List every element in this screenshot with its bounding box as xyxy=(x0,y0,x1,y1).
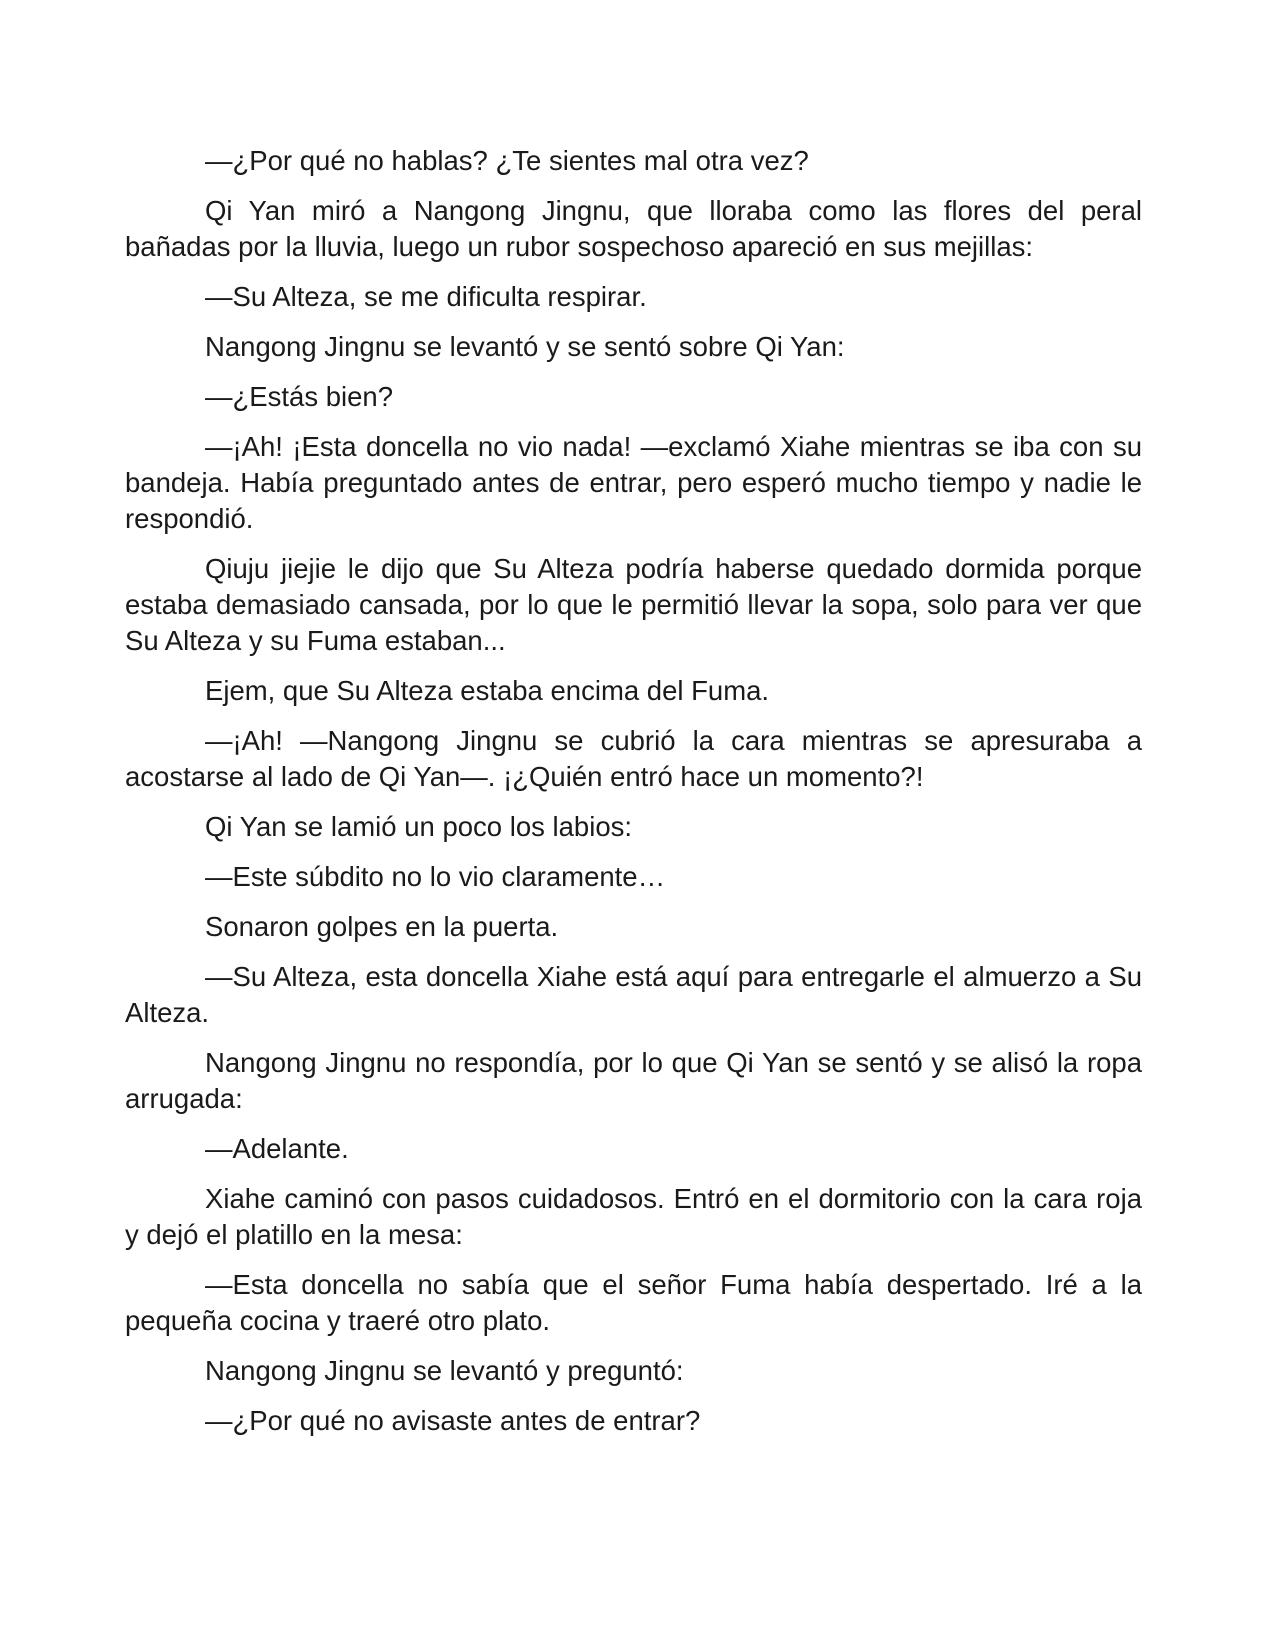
text-body xyxy=(125,143,1142,1453)
paragraph: —¡Ah! —Nangong Jingnu se cubrió la cara mientras se apresuraba a acostarse al lado de Qi Yan—. ¡¿Quién entró hace un momento?! xyxy=(125,725,1142,792)
paragraph: Nangong Jingnu no respondía, por lo que Qi Yan se sentó y se alisó la ropa arrugada: xyxy=(125,1047,1142,1114)
paragraph: Nangong Jingnu se levantó y preguntó: xyxy=(205,1355,684,1386)
paragraph: Sonaron golpes en la puerta. xyxy=(205,911,559,942)
paragraph: —¿Estás bien? xyxy=(205,381,394,412)
paragraph: Qi Yan se lamió un poco los labios: xyxy=(205,811,633,842)
paragraph: Xiahe caminó con pasos cuidadosos. Entró en el dormitorio con la cara roja y dejó el platillo en la mesa: xyxy=(125,1183,1142,1250)
paragraph: —Este súbdito no lo vio claramente… xyxy=(205,861,666,892)
paragraph: Qiuju jiejie le dijo que Su Alteza podría haberse quedado dormida porque estaba demasiado cansada, por lo que le permitió llevar la sopa, solo para ver que Su Alteza y su Fuma estaban... xyxy=(125,553,1142,656)
paragraph: Ejem, que Su Alteza estaba encima del Fuma. xyxy=(205,675,770,706)
paragraph: Nangong Jingnu se levantó y se sentó sobre Qi Yan: xyxy=(205,331,845,362)
paragraph: —¿Por qué no avisaste antes de entrar? xyxy=(205,1405,701,1436)
paragraph: —¡Ah! ¡Esta doncella no vio nada! —exclamó Xiahe mientras se iba con su bandeja. Había preguntado antes de entrar, pero esperó mucho tiempo y nadie le respondió. xyxy=(125,431,1142,534)
paragraph: —Su Alteza, se me dificulta respirar. xyxy=(205,281,647,312)
paragraph: —Su Alteza, esta doncella Xiahe está aquí para entregarle el almuerzo a Su Alteza. xyxy=(125,961,1142,1028)
paragraph: —Esta doncella no sabía que el señor Fuma había despertado. Iré a la pequeña cocina y traeré otro plato. xyxy=(125,1269,1142,1336)
paragraph: —¿Por qué no hablas? ¿Te sientes mal otra vez? xyxy=(205,145,809,176)
paragraph: Qi Yan miró a Nangong Jingnu, que lloraba como las flores del peral bañadas por la lluvia, luego un rubor sospechoso apareció en sus mejillas: xyxy=(125,195,1142,262)
paragraph: —Adelante. xyxy=(205,1133,349,1164)
